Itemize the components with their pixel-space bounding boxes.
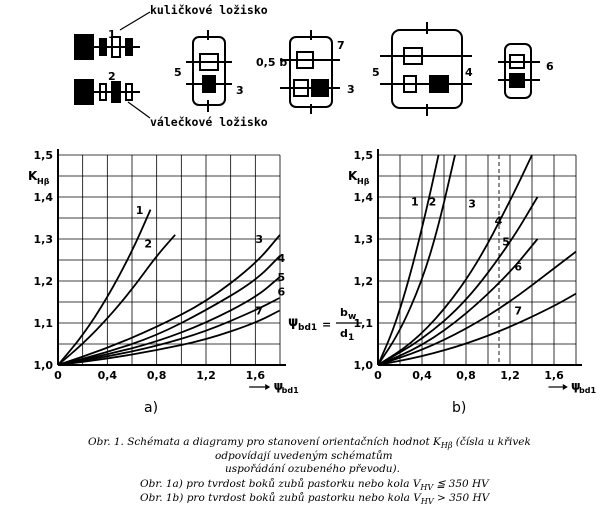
curve-3 bbox=[58, 235, 280, 365]
schema-6 bbox=[498, 44, 540, 98]
caption-line-1: Obr. 1. Schémata a diagramy pro stanovení orientačních hodnot $K_{H\beta}$ (čísla u křivek bbox=[88, 436, 531, 450]
curve-label-2: 2 bbox=[428, 195, 437, 209]
x-tick-label: 1,2 bbox=[500, 369, 520, 382]
curve-label-4: 4 bbox=[494, 214, 503, 228]
psi-formula bbox=[288, 306, 362, 343]
x-axis-label: ψ bbox=[273, 379, 284, 393]
formula-den-sub: 1 bbox=[348, 333, 355, 343]
formula-eq: = bbox=[322, 318, 332, 331]
panel-label: b) bbox=[452, 400, 467, 416]
offset-label: 0,5 b bbox=[256, 56, 288, 69]
schema-7 bbox=[280, 30, 340, 114]
schema-2 bbox=[75, 80, 150, 118]
formula-lhs: ψ bbox=[288, 315, 299, 330]
y-axis-label: K bbox=[28, 169, 38, 183]
caption bbox=[88, 435, 531, 506]
schema-number-3b: 3 bbox=[347, 83, 355, 96]
y-axis-label-sub: Hβ bbox=[357, 177, 370, 186]
x-arrow-head bbox=[563, 384, 568, 390]
y-tick-label: 1,0 bbox=[33, 359, 53, 372]
y-tick-label: 1,5 bbox=[33, 149, 53, 162]
chart-a bbox=[28, 149, 299, 416]
y-tick-label: 1,0 bbox=[353, 359, 373, 372]
schema-number-5a: 5 bbox=[174, 66, 182, 79]
chart-b bbox=[348, 149, 596, 416]
roller-bearing-label: válečkové ložisko bbox=[150, 115, 268, 129]
x-axis-label: ψ bbox=[571, 379, 581, 393]
schema-number-1: 1 bbox=[108, 28, 116, 41]
curve-label-1: 1 bbox=[411, 195, 419, 209]
gear-arrangement-schematics bbox=[75, 12, 540, 118]
curve-label-7: 7 bbox=[255, 304, 263, 318]
formula-num-sub: w bbox=[348, 312, 357, 322]
curve-4 bbox=[58, 256, 280, 365]
x-tick-label: 0,4 bbox=[412, 369, 432, 382]
y-tick-label: 1,1 bbox=[33, 317, 53, 330]
curve-label-6: 6 bbox=[277, 285, 286, 299]
schema-number-7: 7 bbox=[337, 39, 345, 52]
x-tick-label: 1,2 bbox=[196, 369, 216, 382]
curve-label-2: 2 bbox=[144, 237, 152, 251]
schema-number-6: 6 bbox=[546, 60, 554, 73]
curve-label-7: 7 bbox=[514, 304, 523, 318]
formula-num: b bbox=[340, 306, 348, 319]
x-tick-label: 1,6 bbox=[245, 369, 266, 382]
curve-label-5: 5 bbox=[502, 235, 510, 249]
formula-lhs-sub: bd1 bbox=[298, 323, 318, 333]
caption-line-2: odpovídají uvedeným schématům bbox=[215, 450, 393, 462]
y-tick-label: 1,1 bbox=[353, 317, 373, 330]
curve-label-5: 5 bbox=[277, 271, 286, 284]
y-tick-label: 1,4 bbox=[353, 191, 373, 204]
x-tick-label: 0,8 bbox=[456, 369, 476, 382]
y-tick-label: 1,5 bbox=[353, 149, 373, 162]
schema-3 bbox=[186, 30, 232, 112]
panel-label: a) bbox=[144, 400, 159, 416]
curve-label-3: 3 bbox=[468, 197, 476, 211]
y-axis-label-sub: Hβ bbox=[37, 177, 50, 186]
x-axis-label-sub: bd1 bbox=[579, 386, 597, 395]
schema-number-5b: 5 bbox=[372, 66, 380, 79]
x-tick-label: 0,4 bbox=[97, 369, 118, 382]
y-tick-label: 1,4 bbox=[33, 191, 53, 204]
y-tick-label: 1,2 bbox=[353, 275, 373, 288]
curve-label-6: 6 bbox=[514, 260, 523, 274]
x-axis-label-sub: bd1 bbox=[281, 386, 299, 395]
x-tick-label: 1,6 bbox=[544, 369, 564, 382]
y-tick-label: 1,3 bbox=[353, 233, 373, 246]
curve-label-3: 3 bbox=[255, 233, 263, 247]
ball-bearing-label: kuličkové ložisko bbox=[150, 3, 268, 17]
y-tick-label: 1,2 bbox=[33, 275, 53, 288]
caption-line-3: uspořádání ozubeného převodu). bbox=[225, 463, 400, 475]
schema-number-3a: 3 bbox=[236, 84, 244, 97]
curve-label-4: 4 bbox=[277, 252, 286, 266]
y-axis-label: K bbox=[348, 169, 358, 183]
x-tick-label: 0 bbox=[54, 369, 62, 382]
curve-6 bbox=[58, 298, 280, 365]
formula-den: d bbox=[340, 327, 348, 340]
caption-line-5: Obr. 1b) pro tvrdost boků zubů pastorku nebo kola $V_{HV} > 350$ HV bbox=[140, 492, 490, 506]
x-tick-label: 0,8 bbox=[146, 369, 167, 382]
schema-number-2: 2 bbox=[108, 70, 116, 83]
schema-number-4: 4 bbox=[465, 66, 473, 79]
x-tick-label: 0 bbox=[374, 369, 382, 382]
schema-4 bbox=[380, 22, 472, 116]
x-arrow-head bbox=[265, 384, 270, 390]
y-tick-label: 1,3 bbox=[33, 233, 53, 246]
curve-label-1: 1 bbox=[135, 203, 144, 217]
caption-line-4: Obr. 1a) pro tvrdost boků zubů pastorku nebo kola $V_{HV}$ ≦ 350 HV bbox=[140, 478, 489, 492]
